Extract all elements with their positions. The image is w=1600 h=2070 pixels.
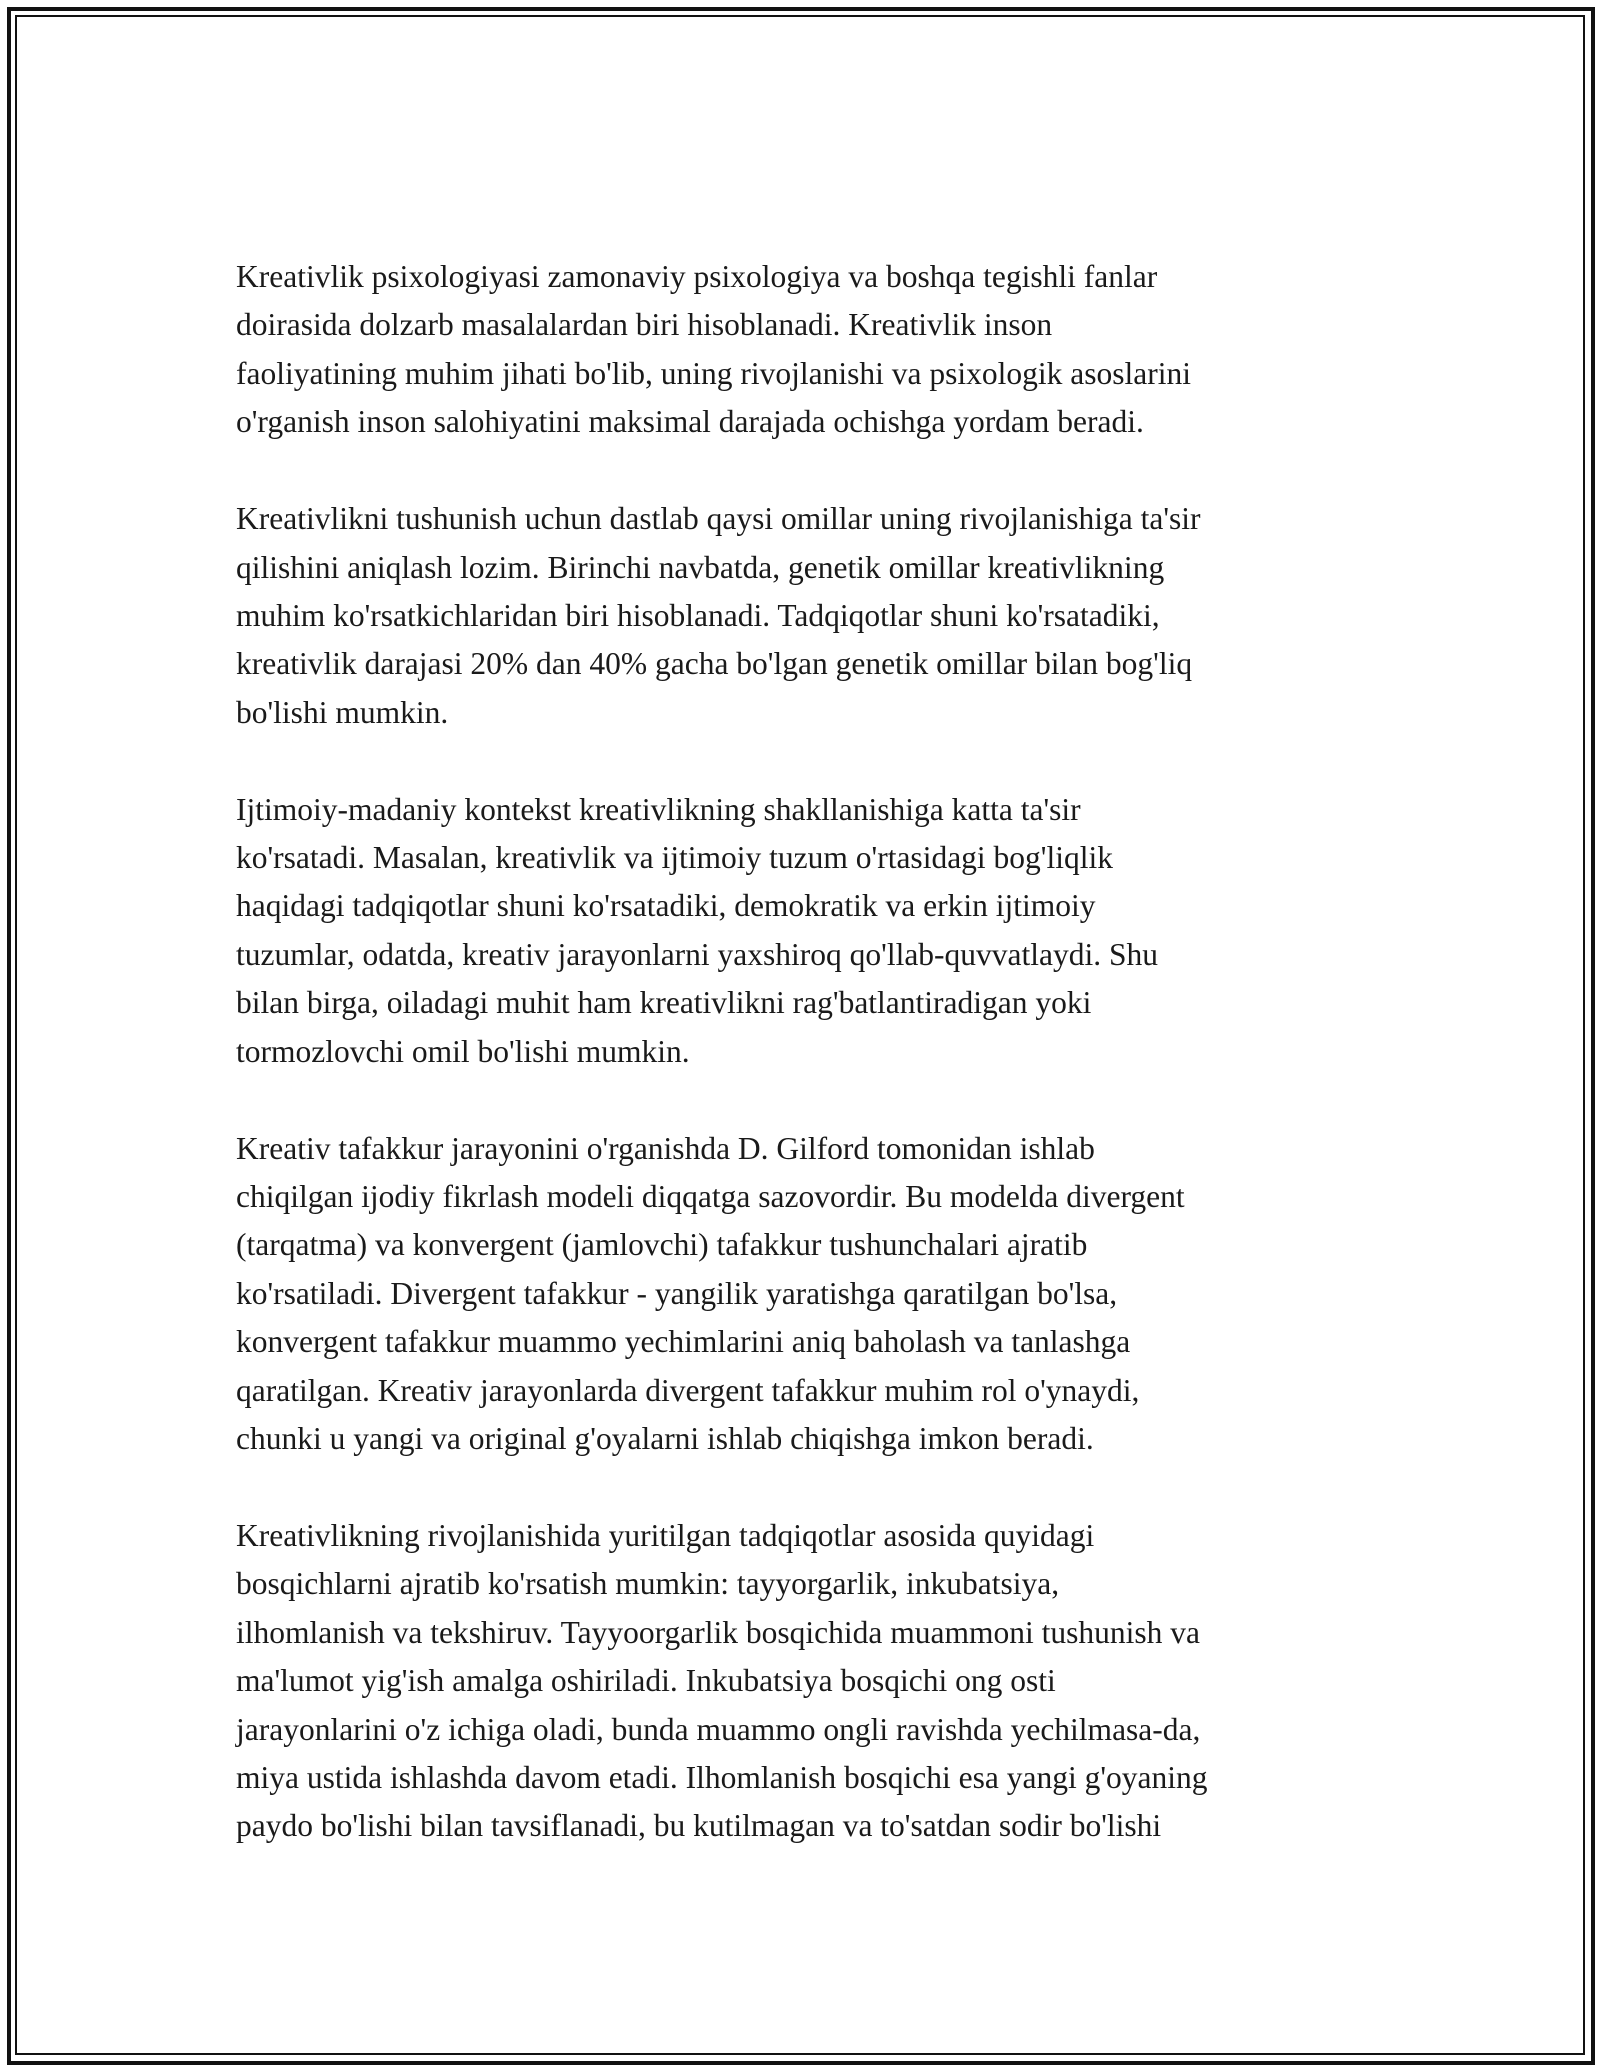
document-body [236, 253, 1376, 1899]
paragraph-2 [236, 495, 1376, 737]
text-line: qaratilgan. Kreativ jarayonlarda divergent tafakkur muhim rol o'ynaydi, [236, 1372, 1140, 1408]
text-line: konvergent tafakkur muammo yechimlarini aniq baholash va tanlashga [236, 1324, 1131, 1360]
text-line: (tarqatma) va konvergent (jamlovchi) tafakkur tushunchalari ajratib [236, 1227, 1088, 1263]
text-line: bosqichlarni ajratib ko'rsatish mumkin: tayyorgarlik, inkubatsiya, [236, 1566, 1060, 1602]
text-line: Ijtimoiy-madaniy kontekst kreativlikning shakllanishiga katta ta'sir [236, 791, 1081, 827]
text-line: haqidagi tadqiqotlar shuni ko'rsatadiki, demokratik va erkin ijtimoiy [236, 888, 1096, 924]
paragraph-1 [236, 253, 1376, 447]
text-line: qilishini aniqlash lozim. Birinchi navbatda, genetik omillar kreativlikning [236, 549, 1165, 585]
paragraph-5 [236, 1512, 1376, 1851]
text-line: ilhomlanish va tekshiruv. Tayyoorgarlik bosqichida muammoni tushunish va [236, 1614, 1200, 1650]
paragraph-4 [236, 1125, 1376, 1464]
text-line: Kreativlikni tushunish uchun dastlab qaysi omillar uning rivojlanishiga ta'sir [236, 501, 1201, 537]
text-line: muhim ko'rsatkichlaridan biri hisoblanadi. Tadqiqotlar shuni ko'rsatadiki, [236, 597, 1160, 633]
text-line: Kreativ tafakkur jarayonini o'rganishda D. Gilford tomonidan ishlab [236, 1130, 1095, 1166]
text-line: tormozlovchi omil bo'lishi mumkin. [236, 1033, 690, 1069]
text-line: tuzumlar, odatda, kreativ jarayonlarni yaxshiroq qo'llab-quvvatlaydi. Shu [236, 936, 1159, 972]
text-line: ko'rsatiladi. Divergent tafakkur - yangilik yaratishga qaratilgan bo'lsa, [236, 1275, 1118, 1311]
text-line: bilan birga, oiladagi muhit ham kreativlikni rag'batlantiradigan yoki [236, 985, 1092, 1021]
text-line: ko'rsatadi. Masalan, kreativlik va ijtimoiy tuzum o'rtasidagi bog'liqlik [236, 840, 1113, 876]
text-line: faoliyatining muhim jihati bo'lib, uning rivojlanishi va psixologik asoslarini [236, 355, 1191, 391]
text-line: ma'lumot yig'ish amalga oshiriladi. Inkubatsiya bosqichi ong osti [236, 1663, 1056, 1699]
text-line: jarayonlarini o'z ichiga oladi, bunda muammo ongli ravishda yechilmasa-da, [236, 1711, 1201, 1747]
text-line: paydo bo'lishi bilan tavsiflanadi, bu kutilmagan va to'satdan sodir bo'lishi [236, 1808, 1162, 1844]
text-line: kreativlik darajasi 20% dan 40% gacha bo'lgan genetik omillar bilan bog'liq [236, 646, 1193, 682]
text-line: bo'lishi mumkin. [236, 694, 449, 730]
text-line: Kreativlik psixologiyasi zamonaviy psixologiya va boshqa tegishli fanlar [236, 259, 1158, 294]
text-line: doirasida dolzarb masalalardan biri hisoblanadi. Kreativlik inson [236, 307, 1053, 343]
text-line: o'rganish inson salohiyatini maksimal darajada ochishga yordam beradi. [236, 404, 1144, 440]
paragraph-3 [236, 786, 1376, 1076]
text-line: chiqilgan ijodiy fikrlash modeli diqqatga sazovordir. Bu modelda divergent [236, 1179, 1185, 1214]
text-line: chunki u yangi va original g'oyalarni ishlab chiqishga imkon beradi. [236, 1421, 1094, 1457]
text-line: Kreativlikning rivojlanishida yuritilgan tadqiqotlar asosida quyidagi [236, 1517, 1095, 1553]
text-line: miya ustida ishlashda davom etadi. Ilhomlanish bosqichi esa yangi g'oyaning [236, 1759, 1208, 1795]
